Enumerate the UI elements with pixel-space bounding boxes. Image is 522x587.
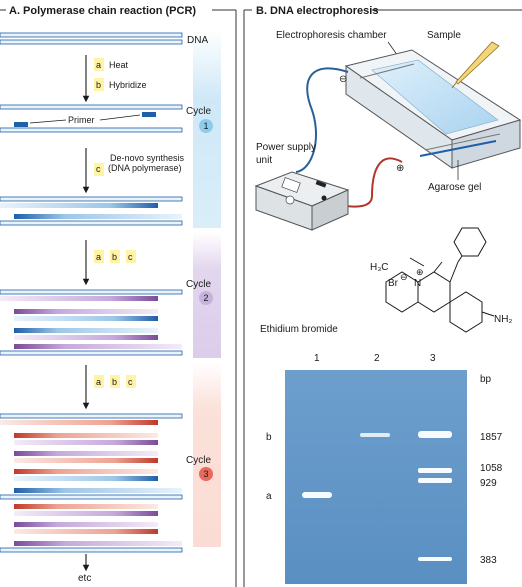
marker-383: 383 bbox=[480, 555, 497, 566]
cycle-1-products bbox=[0, 197, 182, 225]
cycle-3-number: 3 bbox=[203, 469, 209, 479]
step-c-letter: c bbox=[96, 164, 101, 174]
svg-text:b: b bbox=[112, 252, 118, 262]
primer-label: Primer bbox=[68, 115, 95, 125]
marker-1058: 1058 bbox=[480, 463, 503, 474]
bromide-charge: ⊖ bbox=[400, 272, 408, 282]
power-label-line-2: unit bbox=[256, 155, 273, 166]
cycle-2-number: 2 bbox=[203, 293, 209, 303]
sample-pipette-icon bbox=[452, 42, 499, 88]
etc-label: etc bbox=[78, 573, 92, 584]
row-label-b: b bbox=[266, 432, 272, 443]
svg-text:c: c bbox=[128, 252, 133, 262]
cycle-1-number: 1 bbox=[203, 121, 209, 131]
primer-leader-right bbox=[100, 115, 140, 120]
power-label-line-1: Power supply bbox=[256, 142, 317, 153]
bp-unit: bp bbox=[480, 374, 492, 385]
marker-1857: 1857 bbox=[480, 432, 503, 443]
step-a-text: Heat bbox=[109, 60, 129, 70]
amine-group: NH₂ bbox=[494, 314, 513, 325]
cycle-3-word: Cycle bbox=[186, 455, 212, 466]
row-label-a: a bbox=[266, 491, 272, 502]
dna-label: DNA bbox=[187, 35, 209, 46]
compound-name: Ethidium bromide bbox=[260, 324, 338, 335]
strand-top-c1 bbox=[0, 105, 182, 109]
step-b-letter: b bbox=[96, 80, 102, 90]
power-supply-unit bbox=[256, 172, 348, 230]
bromide-ion: Br bbox=[388, 278, 398, 289]
cycle-2-products bbox=[0, 290, 182, 355]
lane-label-1: 1 bbox=[314, 353, 320, 364]
step-c-text-1: De-novo synthesis bbox=[110, 153, 185, 163]
dna-template bbox=[0, 33, 182, 44]
svg-text:a: a bbox=[96, 252, 102, 262]
cycle-3-products bbox=[0, 414, 182, 552]
svg-text:a: a bbox=[96, 377, 102, 387]
lane-label-3: 3 bbox=[430, 353, 436, 364]
cycle-2-word: Cycle bbox=[186, 279, 212, 290]
primer-leader-left bbox=[30, 120, 66, 123]
step-b-text: Hybridize bbox=[109, 80, 147, 90]
svg-text:c: c bbox=[128, 377, 133, 387]
abc-tags-cycle-2 bbox=[94, 250, 136, 263]
panel-a-title: A. Polymerase chain reaction (PCR) bbox=[9, 5, 197, 17]
abc-tags-cycle-3 bbox=[94, 375, 136, 388]
panel-a bbox=[0, 5, 236, 587]
panel-b bbox=[244, 5, 522, 587]
gel-image bbox=[285, 370, 467, 584]
band-lane-3-1058 bbox=[418, 468, 452, 473]
band-lane-1-a bbox=[302, 492, 332, 498]
minus-electrode: ⊖ bbox=[339, 74, 348, 85]
primer-left bbox=[14, 122, 28, 127]
nitrogen-charge: ⊕ bbox=[416, 267, 424, 277]
band-lane-3-929 bbox=[418, 478, 452, 483]
sample-label: Sample bbox=[427, 30, 461, 41]
band-lane-3-1857 bbox=[418, 431, 452, 438]
strand-bottom-c1 bbox=[0, 128, 182, 132]
gel-label: Agarose gel bbox=[428, 182, 482, 193]
band-lane-3-383 bbox=[418, 557, 452, 561]
primer-right bbox=[142, 112, 156, 117]
cycle-1-word: Cycle bbox=[186, 106, 212, 117]
marker-929: 929 bbox=[480, 478, 497, 489]
plus-electrode: ⊕ bbox=[396, 163, 405, 174]
methyl-group: H₃C bbox=[370, 262, 389, 273]
electrophoresis-chamber bbox=[346, 50, 520, 168]
svg-text:b: b bbox=[112, 377, 118, 387]
step-a-letter: a bbox=[96, 60, 102, 70]
step-c-text-2: (DNA polymerase) bbox=[108, 163, 182, 173]
lane-label-2: 2 bbox=[374, 353, 380, 364]
nitrogen-atom: N bbox=[414, 278, 422, 289]
panel-b-title: B. DNA electrophoresis bbox=[256, 5, 379, 17]
band-lane-2-b bbox=[360, 433, 390, 437]
chamber-label: Electrophoresis chamber bbox=[276, 30, 387, 41]
